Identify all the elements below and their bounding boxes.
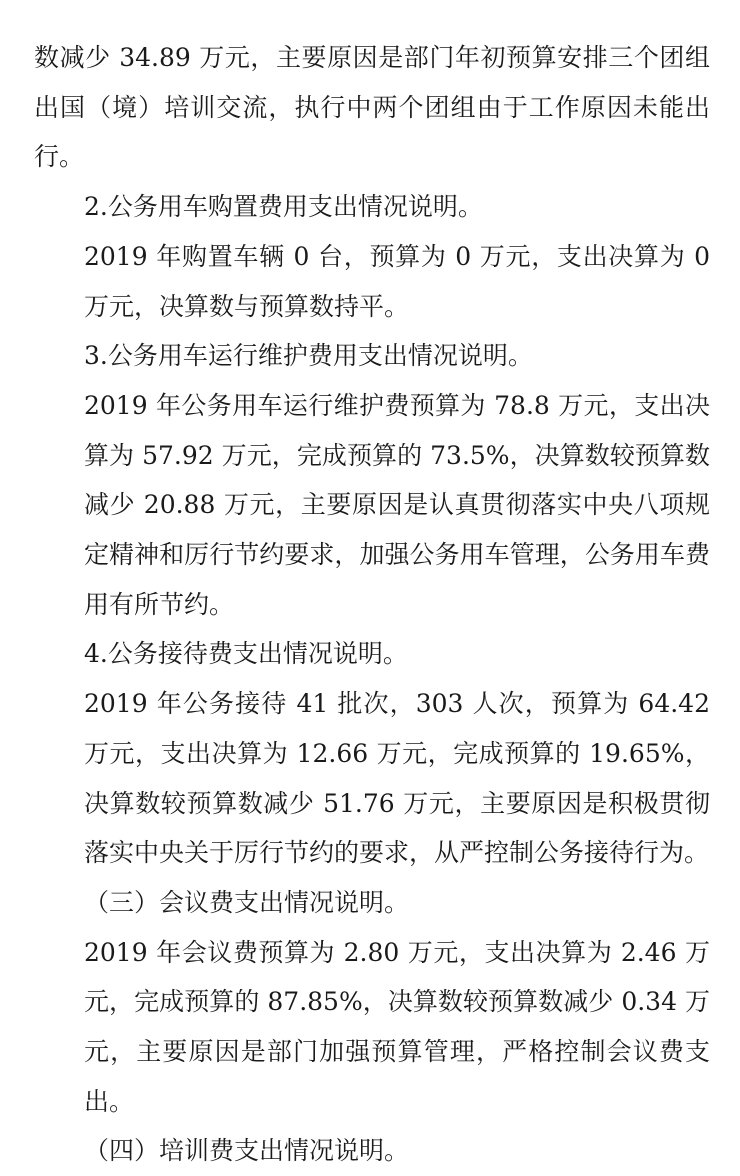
heading-meeting-expenses: （三）会议费支出情况说明。 (84, 887, 410, 917)
paragraph-official-reception: 2019 年公务接待 41 批次，303 人次，预算为 64.42 万元，支出决算为 12.66 万元，完成预算的 19.65%，决算数较预算数减少 51.76 万元，主要原因是积极贯彻落实中央关于厉行节约的要求，从严控制公务接待行为。 (84, 689, 718, 868)
heading-training-expenses: （四）培训费支出情况说明。 (84, 1136, 410, 1166)
paragraph-vehicle-maintenance: 2019 年公务用车运行维护费预算为 78.8 万元，支出决算为 57.92 万元，完成预算的 73.5%，决算数较预算数减少 20.88 万元，主要原因是认真贯彻落实中央八项规定精神和厉行节约要求，加强公务用车管理，公务用车费用有所节约。 (84, 390, 710, 619)
paragraph-vehicle-purchase: 2019 年购置车辆 0 台，预算为 0 万元，支出决算为 0 万元，决算数与预算数持平。 (84, 241, 718, 321)
heading-vehicle-purchase: 2.公务用车购置费用支出情况说明。 (84, 192, 483, 222)
heading-vehicle-maintenance: 3.公务用车运行维护费用支出情况说明。 (84, 341, 533, 371)
heading-official-reception: 4.公务接待费支出情况说明。 (84, 639, 408, 669)
paragraph-overseas-training-continued: 数减少 34.89 万元，主要原因是部门年初预算安排三个团组出国（境）培训交流，执行中两个团组由于工作原因未能出行。 (34, 43, 710, 172)
paragraph-meeting-expenses: 2019 年会议费预算为 2.80 万元，支出决算为 2.46 万元，完成预算的 87.85%，决算数较预算数减少 0.34 万元，主要原因是部门加强预算管理，严格控制会议费支出。 (84, 937, 710, 1116)
